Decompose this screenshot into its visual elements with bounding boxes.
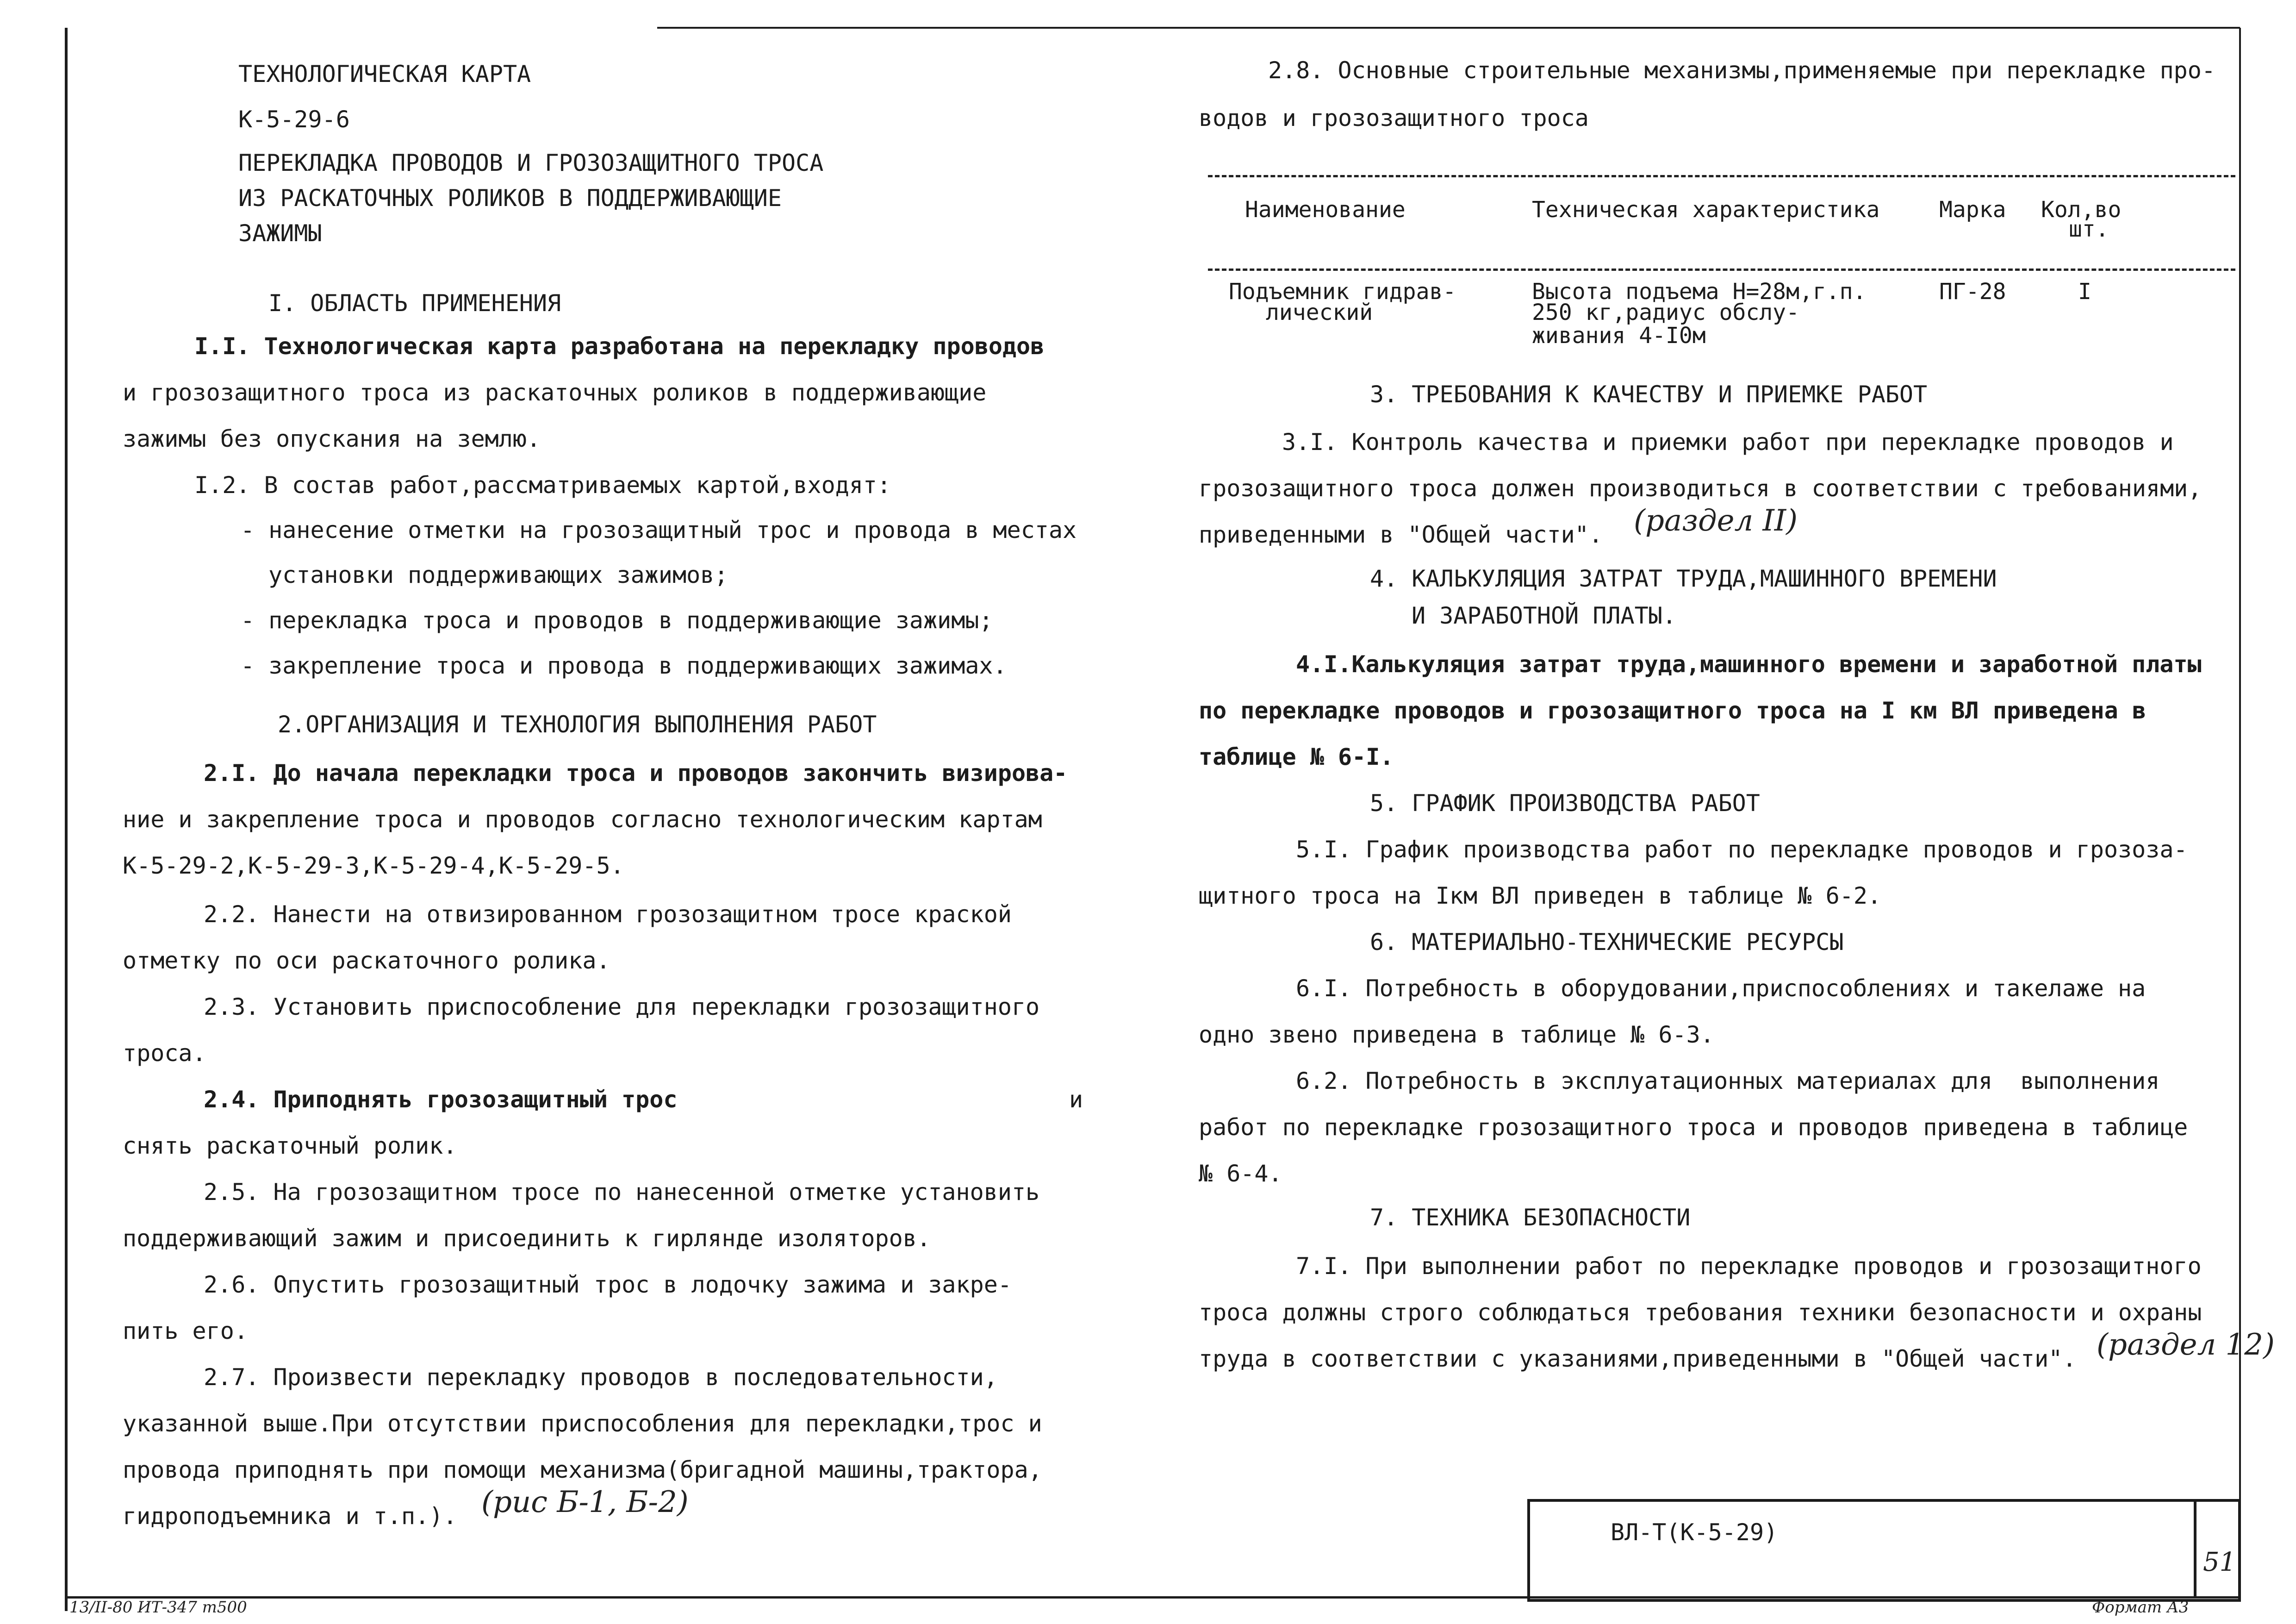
title-block-divider xyxy=(2194,1499,2196,1596)
section-1-heading: I. ОБЛАСТЬ ПРИМЕНЕНИЯ xyxy=(268,290,561,317)
paragraph-line: приведенными в "Общей части". xyxy=(1199,521,1603,548)
left-margin-note: 13/II-80 ИТ-347 т500 xyxy=(69,1598,247,1617)
handwritten-note: (раздел II) xyxy=(1634,504,1798,538)
paragraph-line: работ по перекладке грозозащитного троса и проводов приведена в таблице xyxy=(1199,1114,2188,1141)
section-5-heading: 5. ГРАФИК ПРОИЗВОДСТВА РАБОТ xyxy=(1370,790,1760,817)
paragraph-line: 2.4. Приподнять грозозащитный трос xyxy=(204,1086,678,1113)
right-border-line xyxy=(2239,28,2241,1602)
title-block xyxy=(1527,1499,2241,1602)
list-item: - нанесение отметки на грозозащитный трос и провода в местах xyxy=(241,517,1077,543)
format-note: Формат А3 xyxy=(2092,1598,2189,1617)
paragraph-line: поддерживающий зажим и присоединить к гирлянде изоляторов. xyxy=(123,1225,931,1252)
left-border-line xyxy=(65,28,68,1611)
table-header-unit: шт. xyxy=(2069,216,2109,242)
table-cell-spec: Высота подъема Н=28м,г.п. xyxy=(1532,279,1867,305)
paragraph-line: зажимы без опускания на землю. xyxy=(123,425,541,452)
paragraph-line: и грозозащитного троса из раскаточных роликов в поддерживающие xyxy=(123,379,987,406)
top-border-line xyxy=(657,27,2240,29)
paragraph-line: водов и грозозащитного троса xyxy=(1199,105,1589,131)
paragraph-line: ние и закрепление троса и проводов согласно технологическим картам xyxy=(123,806,1042,833)
paragraph-line: 3.I. Контроль качества и приемки работ при перекладке проводов и xyxy=(1282,429,2174,456)
paragraph-line: 4.I.Калькуляция затрат труда,машинного времени и заработной платы xyxy=(1296,651,2202,678)
table-header-spec: Техническая характеристика xyxy=(1532,197,1880,223)
paragraph-line: 6.I. Потребность в оборудовании,приспособлениях и такелаже на xyxy=(1296,975,2146,1002)
paragraph-line: 2.3. Установить приспособление для перекладки грозозащитного xyxy=(204,993,1040,1020)
paragraph-line: 2.7. Произвести перекладку проводов в последовательности, xyxy=(204,1364,998,1391)
page-number: 51 xyxy=(2203,1547,2236,1577)
paragraph-line: 2.I. До начала перекладки троса и проводов закончить визирова- xyxy=(204,760,1068,787)
card-title-line-2: ИЗ РАСКАТОЧНЫХ РОЛИКОВ В ПОДДЕРЖИВАЮЩИЕ xyxy=(238,185,782,212)
table-header-qty: Кол,во xyxy=(2041,197,2122,223)
paragraph-line: 2.5. На грозозащитном тросе по нанесенной отметке установить xyxy=(204,1179,1040,1206)
paragraph-line: I.2. В состав работ,рассматриваемых картой,входят: xyxy=(194,472,891,499)
table-cell-spec: живания 4-I0м xyxy=(1532,323,1706,349)
handwritten-note: (раздел 12) xyxy=(2097,1328,2275,1362)
paragraph-line: указанной выше.При отсутствии приспособления для перекладки,трос и xyxy=(123,1410,1042,1437)
list-item: - закрепление троса и провода в поддерживающих зажимах. xyxy=(241,652,1007,679)
table-cell-name: лический xyxy=(1266,300,1373,325)
section-4-heading: 4. КАЛЬКУЛЯЦИЯ ЗАТРАТ ТРУДА,МАШИННОГО ВРЕМЕНИ xyxy=(1370,565,1997,592)
card-title-line-1: ПЕРЕКЛАДКА ПРОВОДОВ И ГРОЗОЗАЩИТНОГО ТРОСА xyxy=(238,150,824,176)
paragraph-line: щитного троса на Iкм ВЛ приведен в таблице № 6-2. xyxy=(1199,882,1882,909)
card-number: К-5-29-6 xyxy=(238,106,350,133)
section-3-heading: 3. ТРЕБОВАНИЯ К КАЧЕСТВУ И ПРИЕМКЕ РАБОТ xyxy=(1370,381,1928,408)
paragraph-line: К-5-29-2,К-5-29-3,К-5-29-4,К-5-29-5. xyxy=(123,852,624,879)
paragraph-line: 6.2. Потребность в эксплуатационных материалах для выполнения xyxy=(1296,1068,2160,1094)
section-6-heading: 6. МАТЕРИАЛЬНО-ТЕХНИЧЕСКИЕ РЕСУРСЫ xyxy=(1370,929,1844,956)
paragraph-line: таблице № 6-I. xyxy=(1199,743,1394,770)
paragraph-line: гидроподъемника и т.п.). xyxy=(123,1503,457,1530)
section-2-heading: 2.ОРГАНИЗАЦИЯ И ТЕХНОЛОГИЯ ВЫПОЛНЕНИЯ РАБОТ xyxy=(278,711,877,738)
table-cell-name: Подъемник гидрав- xyxy=(1229,279,1456,305)
paragraph-line: 2.8. Основные строительные механизмы,применяемые при перекладке про- xyxy=(1268,57,2215,84)
paragraph-line: троса. xyxy=(123,1040,206,1067)
list-item: - перекладка троса и проводов в поддерживающие зажимы; xyxy=(241,607,993,634)
paragraph-line: труда в соответствии с указаниями,приведенными в "Общей части". xyxy=(1199,1345,2077,1372)
paragraph-line: 7.I. При выполнении работ по перекладке проводов и грозозащитного xyxy=(1296,1253,2202,1280)
section-4-heading: И ЗАРАБОТНОЙ ПЛАТЫ. xyxy=(1412,602,1676,629)
paragraph-line: I.I. Технологическая карта разработана на перекладку проводов xyxy=(194,333,1045,360)
list-item: установки поддерживающих зажимов; xyxy=(268,562,728,588)
table-header-rule xyxy=(1208,269,2235,271)
paragraph-line: пить его. xyxy=(123,1318,248,1344)
paragraph-line: № 6-4. xyxy=(1199,1160,1282,1187)
paragraph-line: по перекладке проводов и грозозащитного троса на I км ВЛ приведена в xyxy=(1199,697,2146,724)
table-cell-spec: 250 кг,радиус обслу- xyxy=(1532,300,1799,325)
handwritten-note: (рис Б-1, Б-2) xyxy=(481,1485,689,1519)
paragraph-line: троса должны строго соблюдаться требования техники безопасности и охраны xyxy=(1199,1299,2202,1326)
table-top-rule xyxy=(1208,175,2235,177)
section-7-heading: 7. ТЕХНИКА БЕЗОПАСНОСТИ xyxy=(1370,1204,1691,1231)
table-cell-brand: ПГ-28 xyxy=(1939,279,2006,305)
paragraph-line: 5.I. График производства работ по перекладке проводов и грозоза- xyxy=(1296,836,2188,863)
paragraph-line: 2.2. Нанести на отвизированном грозозащитном тросе краской xyxy=(204,901,1012,928)
paragraph-line: одно звено приведена в таблице № 6-3. xyxy=(1199,1021,1714,1048)
paragraph-line: снять раскаточный ролик. xyxy=(123,1132,457,1159)
doc-type-header: ТЕХНОЛОГИЧЕСКАЯ КАРТА xyxy=(238,61,531,87)
paragraph-line: грозозащитного троса должен производиться в соответствии с требованиями, xyxy=(1199,475,2202,502)
table-header-name: Наименование xyxy=(1245,197,1406,223)
card-title-line-3: ЗАЖИМЫ xyxy=(238,220,322,247)
paragraph-line: отметку по оси раскаточного ролика. xyxy=(123,947,610,974)
paragraph-word: и xyxy=(1069,1086,1083,1113)
paragraph-line: провода приподнять при помощи механизма(бригадной машины,трактора, xyxy=(123,1456,1042,1483)
table-cell-qty: I xyxy=(2078,279,2091,305)
document-code: ВЛ-Т(К-5-29) xyxy=(1611,1519,1778,1546)
table-header-brand: Марка xyxy=(1939,197,2006,223)
paragraph-line: 2.6. Опустить грозозащитный трос в лодочку зажима и закре- xyxy=(204,1271,1012,1298)
